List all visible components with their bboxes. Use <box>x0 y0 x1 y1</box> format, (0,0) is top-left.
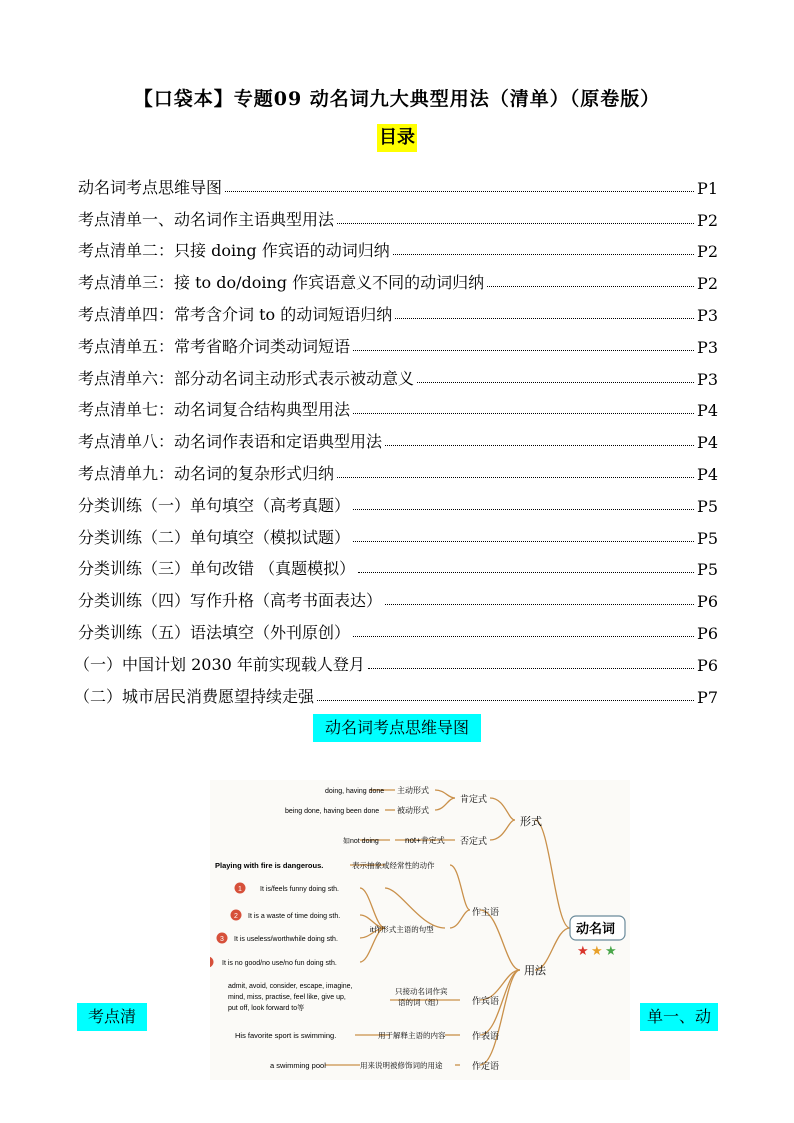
form-label: 形式 <box>520 816 542 828</box>
toc-item-label: 考点清单四：常考含介词 to 的动词短语归纳 <box>78 304 393 324</box>
toc-item[interactable] <box>78 516 718 548</box>
playing-example: Playing with fire is dangerous. <box>215 861 324 870</box>
as-subject-label: 作主语 <box>472 907 500 917</box>
toc-leader <box>337 223 694 224</box>
neg-rule-label: not+肯定式 <box>405 836 445 845</box>
toc-item[interactable] <box>78 357 718 389</box>
toc-item[interactable] <box>74 675 718 707</box>
star-icon: ★ <box>605 943 617 958</box>
section-tag-right: 单一、动 <box>640 1003 718 1031</box>
toc-item[interactable] <box>78 452 718 484</box>
pattern-4: It is no good/no use/no fun doing sth. <box>222 960 337 967</box>
toc-leader <box>353 541 694 542</box>
explain2-label: 用来说明被修饰词的用途 <box>360 1061 443 1070</box>
swimming-example: His favorite sport is swimming. <box>235 1031 337 1040</box>
toc-item-label: 考点清单二：只接 doing 作宾语的动词归纳 <box>78 241 390 261</box>
toc-leader <box>385 604 694 605</box>
toc-leader <box>393 254 694 255</box>
toc-item-label: 考点清单六：部分动名词主动形式表示被动意义 <box>78 368 415 388</box>
toc-item-page: P6 <box>697 655 718 675</box>
toc-heading: 目录 <box>377 124 417 152</box>
toc-item-page: P5 <box>697 496 718 516</box>
toc-item-page: P6 <box>697 592 718 612</box>
pattern-1: It is/feels funny doing sth. <box>260 886 339 893</box>
toc-item-label: 考点清单八：动名词作表语和定语典型用法 <box>78 432 383 452</box>
toc-item-label: 考点清单一、动名词作主语典型用法 <box>78 209 335 229</box>
toc-item-label: 分类训练（五）语法填空（外刊原创） <box>78 622 351 642</box>
as-object-label: 作宾语 <box>472 996 500 1006</box>
svg-text:1: 1 <box>238 886 242 893</box>
toc-item[interactable] <box>78 484 718 516</box>
star-icon: ★ <box>577 943 589 958</box>
as-predicative-label: 作表语 <box>472 1031 500 1041</box>
active-form-label: 主动形式 <box>397 786 429 795</box>
toc-item-page: P2 <box>697 210 718 230</box>
toc-leader <box>353 350 694 351</box>
toc-item-label: 考点清单七：动名词复合结构典型用法 <box>78 400 351 420</box>
doing-example: doing, having done <box>325 788 385 795</box>
toc-item-label: 考点清单三：接 to do/doing 作宾语意义不同的动词归纳 <box>78 273 485 293</box>
toc-item-page: P3 <box>697 369 718 389</box>
pattern-2: It is a waste of time doing sth. <box>248 913 341 920</box>
toc-item-page: P6 <box>697 623 718 643</box>
toc-leader <box>385 445 694 446</box>
affirmative-label: 肯定式 <box>460 794 488 804</box>
toc-item[interactable] <box>78 611 718 643</box>
toc-leader <box>353 509 694 510</box>
toc-item-page: P3 <box>697 305 718 325</box>
only-doing-2: 语的词（组） <box>398 998 443 1007</box>
verbs-line-2: mind, miss, practise, feel like, give up, <box>228 994 346 1001</box>
toc-leader <box>317 700 694 701</box>
mindmap-heading: 动名词考点思维导图 <box>313 714 481 742</box>
usage-label: 用法 <box>524 965 546 977</box>
toc-item-label: 考点清单五：常考省略介词类动词短语 <box>78 336 351 356</box>
table-of-contents <box>74 166 718 707</box>
toc-item-label: 分类训练（三）单句改错 （真题模拟） <box>78 559 356 579</box>
toc-item-label: 分类训练（一）单句填空（高考真题） <box>78 495 351 515</box>
toc-item-label: 分类训练（四）写作升格（高考书面表达） <box>78 591 383 611</box>
verbs-line-3: put off, look forward to等 <box>228 1005 305 1012</box>
toc-item[interactable] <box>78 293 718 325</box>
toc-item[interactable] <box>78 420 718 452</box>
toc-item[interactable] <box>78 579 718 611</box>
toc-item-label: （二）城市居民消费愿望持续走强 <box>74 686 315 706</box>
svg-text:2: 2 <box>234 913 238 920</box>
toc-item-page: P2 <box>697 242 718 262</box>
verbs-line-1: admit, avoid, consider, escape, imagine, <box>228 983 353 990</box>
toc-item-page: P4 <box>697 401 718 421</box>
passive-form-label: 被动形式 <box>397 806 429 815</box>
as-attributive-label: 作定语 <box>472 1061 500 1071</box>
toc-item-label: 动名词考点思维导图 <box>78 177 223 197</box>
toc-item-page: P5 <box>697 560 718 580</box>
toc-leader <box>337 477 694 478</box>
explain-label: 用于解释主语的内容 <box>378 1031 446 1040</box>
toc-item-page: P3 <box>697 337 718 357</box>
root-label: 动名词 <box>576 921 616 936</box>
toc-item-label: 考点清单九：动名词的复杂形式归纳 <box>78 463 335 483</box>
svg-text:3: 3 <box>220 936 224 943</box>
mindmap-diagram <box>210 780 630 1080</box>
toc-item-label: （一）中国计划 2030 年前实现载人登月 <box>74 654 365 674</box>
toc-item-page: P5 <box>697 528 718 548</box>
toc-leader <box>353 636 694 637</box>
toc-item-label: 分类训练（二）单句填空（模拟试题） <box>78 527 351 547</box>
toc-item-page: P4 <box>697 433 718 453</box>
only-doing-1: 只接动名词作宾 <box>395 987 448 996</box>
toc-leader <box>395 318 694 319</box>
toc-item[interactable] <box>78 548 718 580</box>
toc-leader <box>417 382 694 383</box>
toc-item[interactable] <box>74 643 718 675</box>
pool-example: a swimming pool <box>270 1061 326 1070</box>
it-pattern-label: it作形式主语的句型 <box>370 925 434 934</box>
toc-leader <box>225 191 694 192</box>
toc-item-page: P7 <box>697 687 718 707</box>
toc-leader <box>487 286 694 287</box>
toc-item[interactable] <box>78 166 718 198</box>
abstract-label: 表示抽象或经常性的动作 <box>352 861 435 870</box>
toc-item[interactable] <box>78 389 718 421</box>
page-title: 【口袋本】专题09 动名词九大典型用法（清单）（原卷版） <box>133 88 661 110</box>
toc-item[interactable] <box>78 261 718 293</box>
star-icon: ★ <box>591 943 603 958</box>
toc-item[interactable] <box>78 325 718 357</box>
toc-item-page: P2 <box>697 274 718 294</box>
toc-item-page: P1 <box>697 178 718 198</box>
pattern-3: It is useless/worthwhile doing sth. <box>234 936 338 943</box>
toc-item[interactable] <box>78 230 718 262</box>
toc-leader <box>358 572 694 573</box>
toc-leader <box>368 668 694 669</box>
not-example: 如not doing <box>343 838 379 845</box>
toc-leader <box>353 413 694 414</box>
negative-label: 否定式 <box>460 836 488 846</box>
section-tag-left: 考点清 <box>77 1003 147 1031</box>
toc-item-page: P4 <box>697 464 718 484</box>
toc-item[interactable] <box>78 198 718 230</box>
being-example: being done, having been done <box>285 808 380 815</box>
